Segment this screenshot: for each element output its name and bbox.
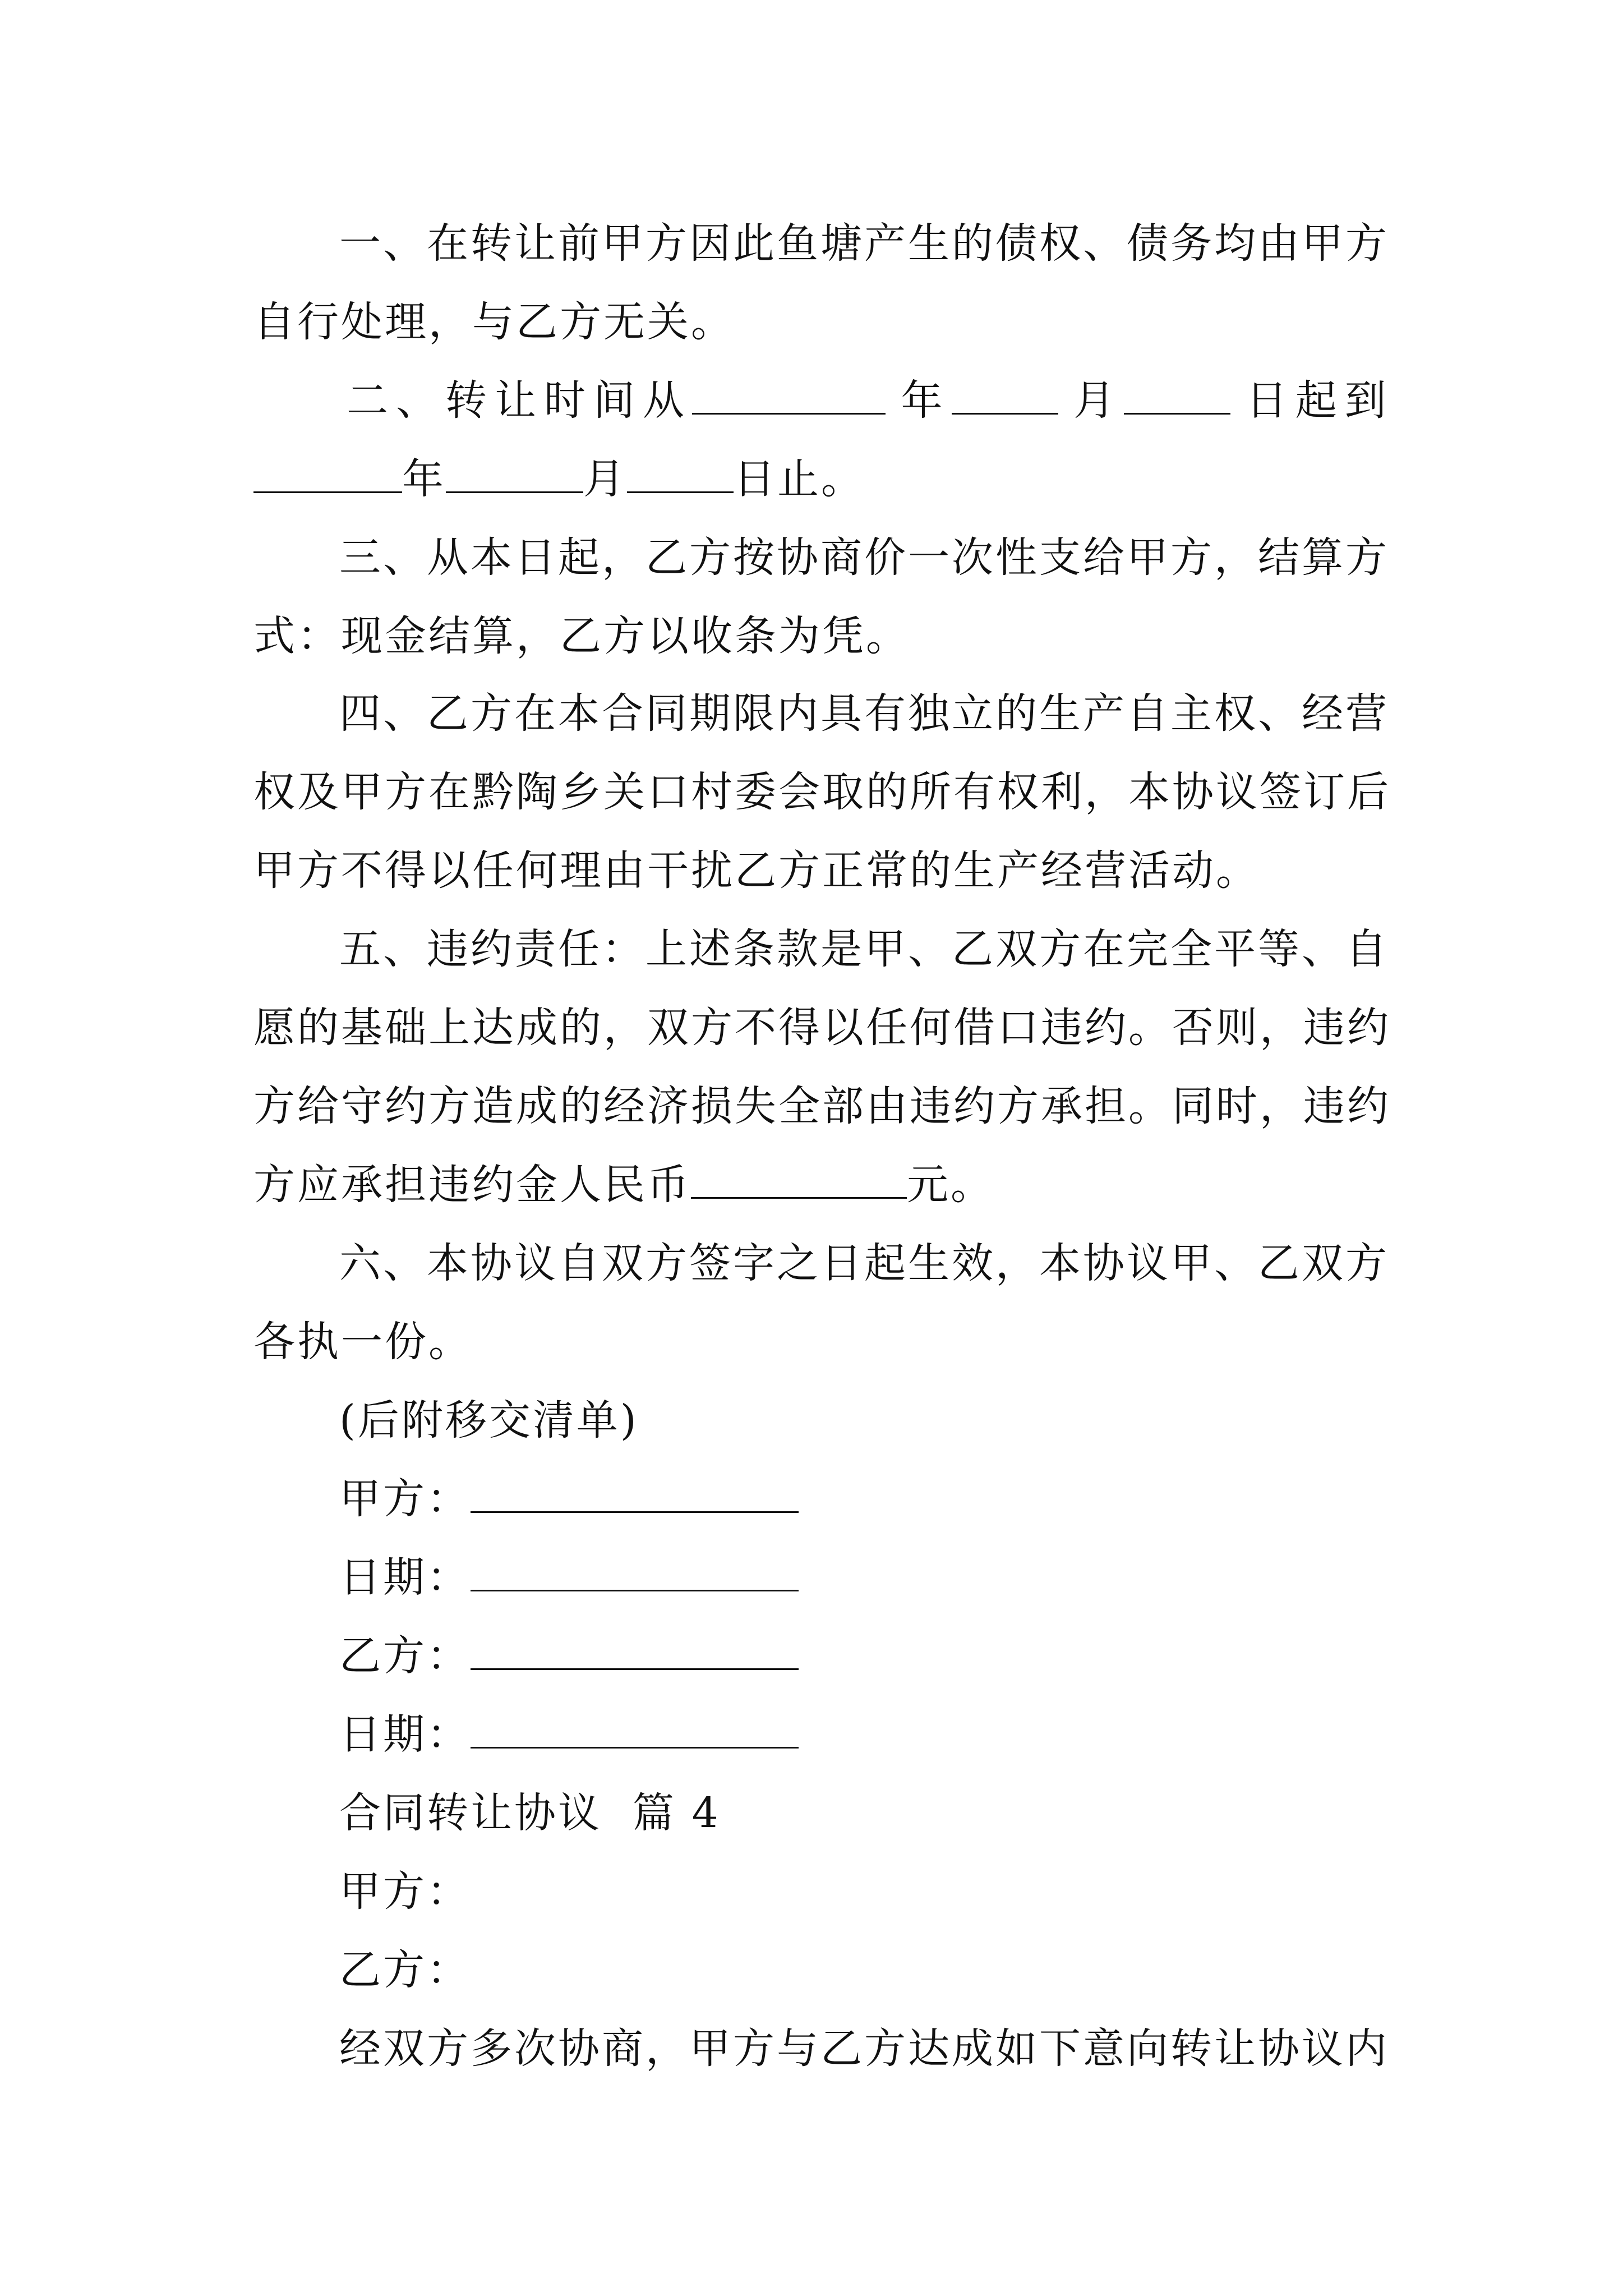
end-month-blank [446,457,583,493]
signature-party-a-blank [471,1476,799,1513]
clause-4-line-2: 权及甲方在黔陶乡关口村委会取的所有权利，本协议签订后 [253,768,1391,816]
start-month-blank [952,378,1058,415]
penalty-amount-blank [691,1162,907,1199]
clause-6-line-1: 六、本协议自双方签字之日起生效，本协议甲、乙双方 [339,1239,1389,1287]
clause-5-line-3: 方给守约方造成的经济损失全部由违约方承担。同时，违约 [253,1082,1391,1130]
start-year-label: 年 [901,376,945,425]
clause-4-line-3: 甲方不得以任何理由干扰乙方正常的生产经营活动。 [253,846,1260,895]
clause-1-line-1: 一、在转让前甲方因此鱼塘产生的债权、债务均由甲方 [339,219,1389,268]
start-day-blank [1124,378,1230,415]
clause-3-line-2: 式：现金结算，乙方以收条为凭。 [253,612,910,660]
signature-party-b-label: 乙方： [339,1632,471,1680]
clause-5-line-4 [253,1157,1386,1213]
clause-5-line-1: 五、违约责任：上述条款是甲、乙双方在完全平等、自 [339,925,1389,973]
start-year-blank [692,378,886,415]
end-year-label: 年 [402,455,446,503]
clause-6-line-2: 各执一份。 [253,1318,472,1366]
end-year-blank [253,457,402,493]
party-b-line: 乙方： [339,1946,471,1994]
signature-date-a-blank [471,1555,799,1591]
penalty-suffix: 元。 [907,1161,994,1209]
start-day-label: 日起到 [1246,376,1394,425]
signature-date-b-label: 日期： [339,1710,471,1759]
intro-line: 经双方多次协商，甲方与乙方达成如下意向转让协议内 [339,2024,1389,2073]
signature-party-a-label: 甲方： [339,1475,471,1523]
end-day-blank [627,457,734,493]
clause-4-line-1: 四、乙方在本合同期限内具有独立的生产自主权、经营 [339,689,1389,738]
signature-date-b-blank [471,1712,799,1749]
signature-date-a-label: 日期： [339,1553,471,1602]
attachment-note: (后附移交清单) [339,1396,639,1444]
signature-party-b-blank [471,1634,799,1670]
end-day-label: 日止。 [734,455,865,503]
penalty-prefix: 方应承担违约金人民币 [253,1161,691,1209]
signature-date-b [339,1706,1388,1763]
clause-2-line-1 [347,372,1395,429]
party-a-line: 甲方： [339,1867,471,1916]
clause-5-line-2: 愿的基础上达成的，双方不得以任何借口违约。否则，违约 [253,1004,1391,1052]
signature-date-a [339,1549,1388,1605]
section-title: 合同转让协议 篇 4 [339,1789,721,1837]
clause-3-line-1: 三、从本日起，乙方按协商价一次性支给甲方，结算方 [339,533,1389,582]
clause-2-line-2 [253,451,1386,507]
signature-party-a [339,1471,1388,1527]
end-month-label: 月 [583,455,627,503]
signature-party-b [339,1628,1388,1684]
start-month-label: 月 [1073,376,1118,425]
clause-2-start-text: 二、转让时间从 [347,376,692,425]
clause-1-line-2: 自行处理，与乙方无关。 [253,298,735,346]
